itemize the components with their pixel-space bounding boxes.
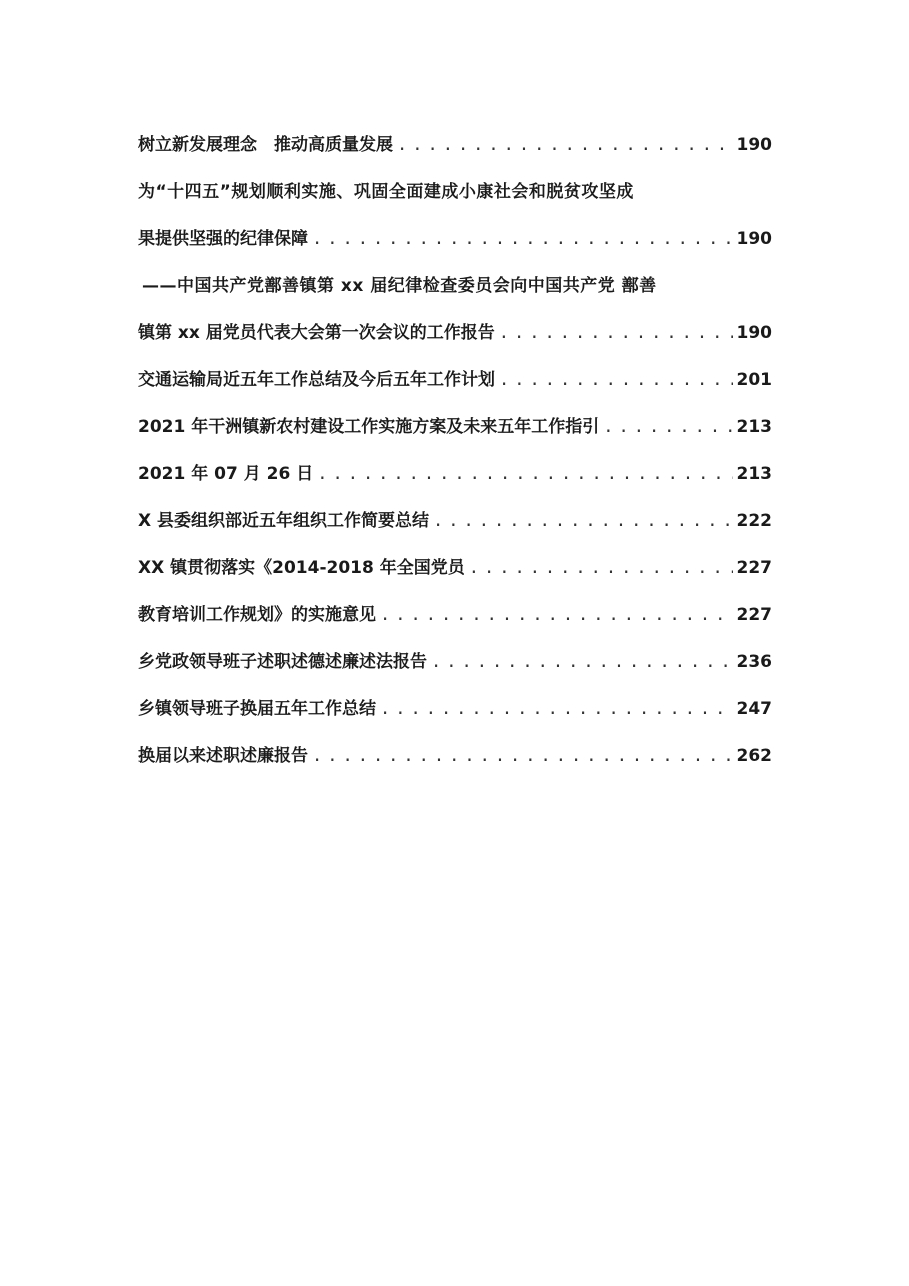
toc-entry[interactable] [138,222,772,269]
toc-leader-dots [499,316,733,350]
toc-entry-page: 190 [736,323,772,343]
toc-entry[interactable] [138,598,772,645]
toc-entry-page: 190 [736,229,772,249]
toc-entry-title: 教育培训工作规划》的实施意见 [138,605,376,625]
toc-entry-page: 236 [736,652,772,672]
toc-entry-line[interactable] [138,269,772,316]
toc-entry[interactable] [138,551,772,598]
toc-leader-dots [499,363,733,397]
toc-entry-title: 为“十四五”规划顺利实施、巩固全面建成小康社会和脱贫攻坚成 [138,182,634,202]
toc-entry[interactable] [138,410,772,457]
toc-entry-title: 交通运输局近五年工作总结及今后五年工作计划 [138,370,495,390]
toc-leader-dots [312,739,733,773]
toc-leader-dots [380,598,733,632]
toc-entry-page: 247 [736,699,772,719]
toc-entry-page: 190 [736,135,772,155]
toc-leader-dots [380,692,733,726]
toc-entry-line[interactable] [138,175,772,222]
toc-entry[interactable] [138,457,772,504]
toc-entry-title: 树立新发展理念 推动高质量发展 [138,135,393,155]
toc-entry[interactable] [138,692,772,739]
toc-entry-title: XX 镇贯彻落实《2014-2018 年全国党员 [138,558,465,578]
toc-leader-dots [603,410,732,444]
toc-entry-page: 213 [736,464,772,484]
toc-entry-title: 2021 年干洲镇新农村建设工作实施方案及未来五年工作指引 [138,417,600,437]
toc-entry-title: 换届以来述职述廉报告 [138,746,308,766]
toc-leader-dots [397,128,733,162]
toc-entry-title: 果提供坚强的纪律保障 [138,229,308,249]
table-of-contents [138,128,772,786]
toc-entry-title: 乡镇领导班子换届五年工作总结 [138,699,376,719]
toc-entry[interactable] [138,645,772,692]
toc-leader-dots [469,551,733,585]
toc-entry[interactable] [138,504,772,551]
toc-entry-title: 镇第 xx 届党员代表大会第一次会议的工作报告 [138,323,495,343]
toc-entry-page: 262 [736,746,772,766]
toc-entry-page: 213 [736,417,772,437]
toc-entry[interactable] [138,316,772,363]
toc-leader-dots [317,457,732,491]
toc-entry-title: X 县委组织部近五年组织工作简要总结 [138,511,430,531]
toc-leader-dots [431,645,733,679]
toc-entry-page: 222 [736,511,772,531]
toc-entry-title: 乡党政领导班子述职述德述廉述法报告 [138,652,427,672]
toc-leader-dots [433,504,732,538]
toc-entry-page: 227 [736,558,772,578]
toc-entry-title: 2021 年 07 月 26 日 [138,464,314,484]
toc-entry-title: ——中国共产党鄯善镇第 xx 届纪律检查委员会向中国共产党 鄯善 [142,276,657,296]
toc-entry[interactable] [138,363,772,410]
toc-entry[interactable] [138,128,772,175]
toc-entry-page: 227 [736,605,772,625]
toc-entry-page: 201 [736,370,772,390]
toc-leader-dots [312,222,733,256]
toc-entry[interactable] [138,739,772,786]
